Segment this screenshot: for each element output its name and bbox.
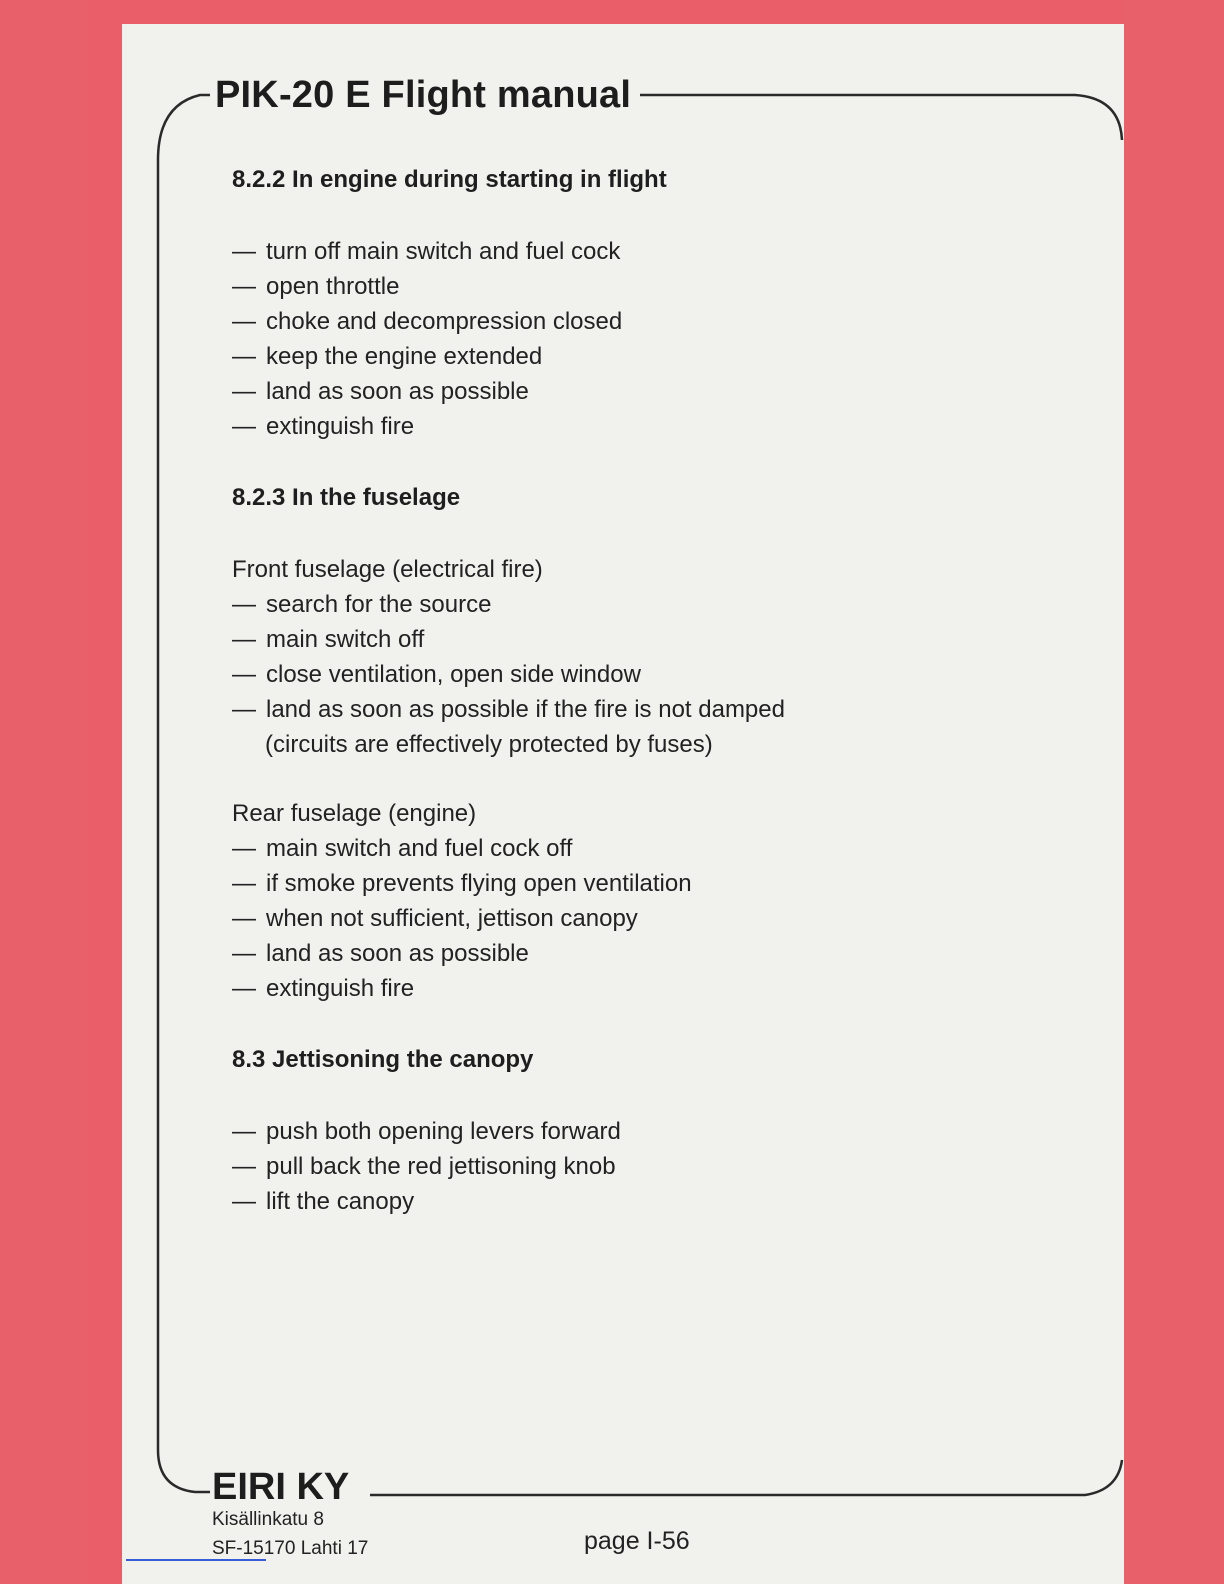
address-street: Kisällinkatu 8 [212,1509,324,1530]
list-item: — open throttle [232,273,400,300]
page-title: PIK-20 E Flight manual [215,70,635,120]
section-jettison-canopy [232,1040,1072,1219]
section-heading: 8.2.2 In engine during starting in flight [232,166,667,193]
list-item: — extinguish fire [232,413,415,440]
section-heading: 8.3 Jettisoning the canopy [232,1046,534,1073]
section-engine-starting [232,160,1072,444]
list-item-continuation: (circuits are effectively protected by fuses) [265,731,713,758]
list-item: — extinguish fire [232,975,415,1002]
company-name: EIRI KY [212,1462,355,1512]
list-item: — close ventilation, open side window [232,661,641,688]
list-item: — land as soon as possible if the fire is not damped [232,696,785,723]
list-item: — if smoke prevents flying open ventilation [232,870,692,897]
section-fuselage [232,478,1072,1006]
list-item: — land as soon as possible [232,378,529,405]
document-body [232,160,1072,1219]
list-item: — lift the canopy [232,1188,415,1215]
list-item: — main switch and fuel cock off [232,835,573,862]
page-number: page I-56 [584,1527,690,1555]
address-city: SF-15170 Lahti 17 [212,1538,369,1559]
section-heading: 8.2.3 In the fuselage [232,484,461,511]
list-item: — push both opening levers forward [232,1118,621,1145]
list-item: — choke and decompression closed [232,308,623,335]
list-item: — search for the source [232,591,492,618]
list-item: — pull back the red jettisoning knob [232,1153,616,1180]
list-item: — land as soon as possible [232,940,529,967]
list-item: — main switch off [232,626,425,653]
subsection-label: Front fuselage (electrical fire) [232,556,543,583]
link-underline [126,1559,266,1561]
list-item: — keep the engine extended [232,343,543,370]
subsection-label: Rear fuselage (engine) [232,800,477,827]
list-item: — when not sufficient, jettison canopy [232,905,638,932]
list-item: — turn off main switch and fuel cock [232,238,621,265]
